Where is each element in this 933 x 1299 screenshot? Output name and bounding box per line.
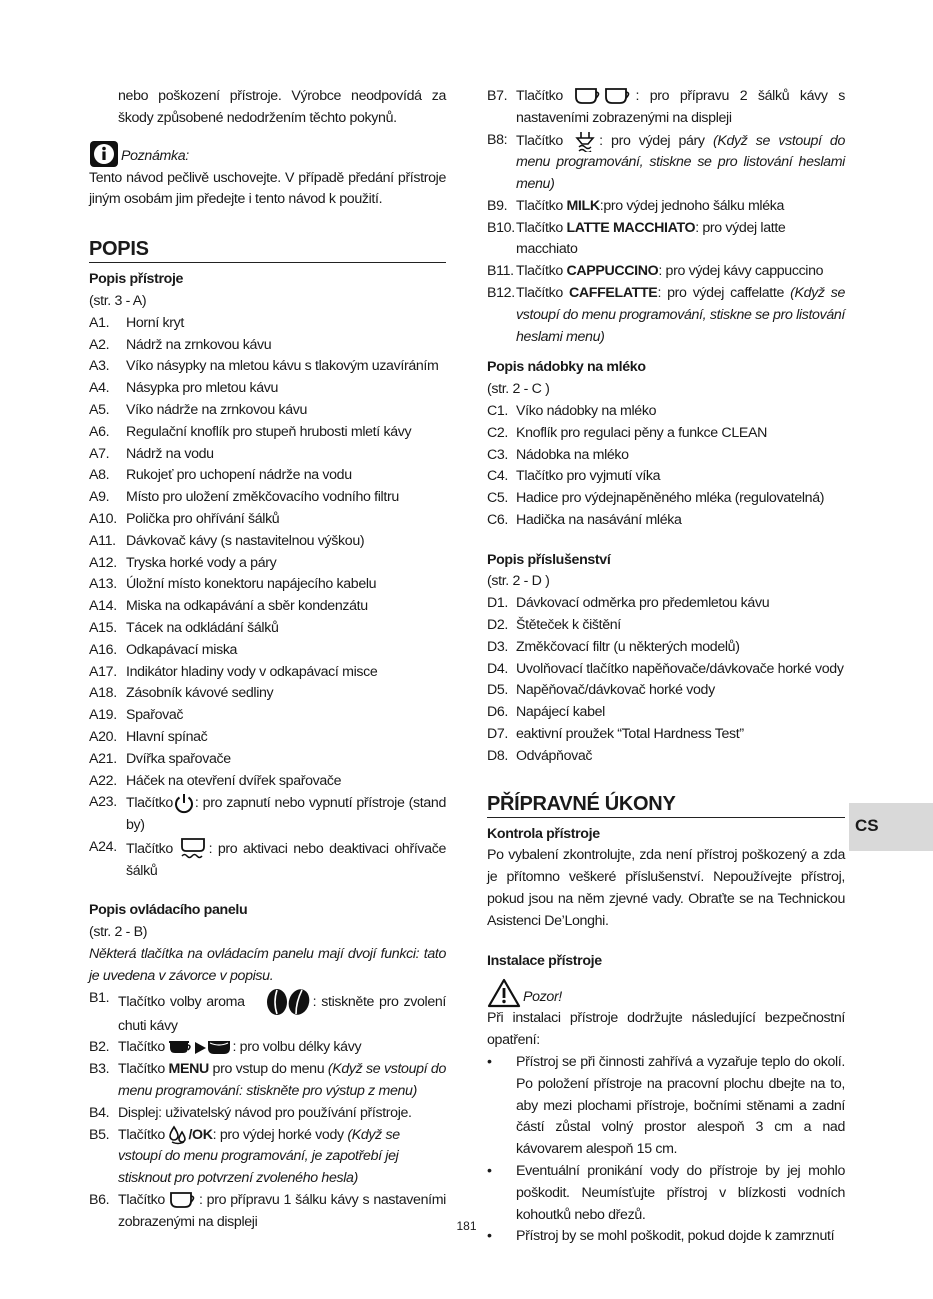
list-item-b5	[89, 1125, 446, 1190]
steam-icon	[571, 130, 599, 152]
item-text-bold: CAFFELATTE	[568, 284, 658, 301]
item-text: Uvolňovací tlačítko napěňovače/dávkovače horké vody	[516, 660, 844, 677]
item-text: Rukojeť pro uchopení nádrže na vodu	[126, 467, 352, 484]
language-tab	[849, 803, 933, 851]
item-text-pre: Tlačítko	[126, 795, 173, 812]
item-text-italic: (Když se vstoupí do menu programování: stiskněte pro výstup z menu)	[118, 1061, 446, 1100]
subheading-popis-pristroje: Popis přístroje	[89, 271, 184, 288]
subheading-control: Kontrola přístroje	[487, 825, 600, 842]
two-cups-icon	[574, 86, 636, 106]
item-label: A15.	[89, 619, 117, 636]
item-label: D4.	[487, 660, 509, 677]
item-label: B9.	[487, 197, 508, 214]
list-item	[89, 487, 446, 509]
bullet-symbol: •	[487, 1054, 492, 1071]
item-text: Indikátor hladiny vody v odkapávací misce	[126, 663, 378, 680]
coffee-length-icon	[168, 1038, 232, 1058]
item-label: D1.	[487, 595, 509, 612]
item-text: Hadička na nasávání mléka	[516, 511, 682, 528]
left-column	[89, 86, 446, 1234]
item-label: A12.	[89, 554, 117, 571]
popis-pristroje-ref: (str. 3 - A)	[89, 292, 147, 309]
list-item	[487, 593, 845, 615]
item-text-post: : pro přípravu 1 šálku kávy s nastaveními zobrazenými na displeji	[118, 1192, 446, 1230]
subheading-panel: Popis ovládacího panelu	[89, 902, 248, 919]
item-label: A6.	[89, 423, 110, 440]
item-text-post: : stiskněte pro zvolení chuti kávy	[118, 993, 446, 1034]
item-text-post: : pro výdej caffelatte	[657, 284, 791, 301]
item-text-bold: MILK	[566, 197, 600, 214]
list-item	[89, 683, 446, 705]
item-label: A24.	[89, 838, 117, 855]
note-title: Poznámka:	[121, 147, 189, 164]
item-label: D5.	[487, 682, 509, 699]
item-label: A1.	[89, 314, 110, 331]
item-label: A20.	[89, 728, 117, 745]
item-label: C1.	[487, 402, 509, 419]
item-text: Tryska horké vody a páry	[126, 554, 277, 571]
item-text-post: : pro výdej kávy cappuccino	[658, 263, 824, 280]
item-text-pre: Tlačítko	[118, 1126, 165, 1143]
list-item	[89, 444, 446, 466]
item-label: A7.	[89, 445, 110, 462]
item-label: A13.	[89, 576, 117, 593]
item-text: Odkapávací miska	[126, 641, 238, 658]
cup-warmer-icon	[179, 837, 209, 861]
power-icon	[173, 792, 195, 814]
list-item	[487, 637, 845, 659]
item-text-italic: (Když se vstoupí do menu programování, stiskne se pro listování heslami menu)	[516, 284, 845, 345]
note-text: Tento návod pečlivě uschovejte. V případě předání přístroje jiným osobám jim předejte i tento návod k použití.	[89, 169, 446, 208]
item-text-bold: LATTE MACCHIATO	[566, 219, 696, 236]
item-text: Násypka pro mletou kávu	[126, 380, 279, 397]
intro-text: nebo poškození přístroje. Výrobce neodpovídá za škody způsobené nedodržením těchto pokynů.	[118, 88, 446, 126]
item-label: A4.	[89, 380, 110, 397]
list-item	[487, 724, 845, 746]
item-text-post: : pro aktivaci nebo deaktivaci ohřívače šálků	[126, 840, 446, 879]
item-label: B10.	[487, 219, 515, 236]
item-text: Víko nádrže na zrnkovou kávu	[126, 401, 308, 418]
subheading-accessories: Popis příslušenství	[487, 551, 611, 568]
item-text-pre: Tlačítko	[516, 197, 567, 214]
item-label: A2.	[89, 336, 110, 353]
item-text: Hlavní spínač	[126, 728, 208, 745]
item-text-bold: CAPPUCCINO	[566, 263, 659, 280]
item-label: A8.	[89, 467, 110, 484]
control-text: Po vybalení zkontrolujte, zda není přístroj poškozený a zda je přítomno veškeré příslušenství. Nepoužívejte přístroj, pokud jsou na něm zjevné vady. Obraťte se na Technickou Asistenci De’Longhi.	[487, 847, 845, 929]
item-text-post: : pro výdej latte macchiato	[516, 219, 786, 258]
item-label: A10.	[89, 510, 117, 527]
item-label: A17.	[89, 663, 117, 680]
list-item	[89, 749, 446, 771]
item-label: C6.	[487, 511, 509, 528]
item-text-italic: (Když se vstoupí do menu programování, je zapotřebí jej stisknout pro potvrzení zvoleného hesla)	[118, 1126, 400, 1187]
warning-header	[487, 978, 845, 1008]
language-tab-label: CS	[855, 816, 879, 835]
ok-label: /OK	[188, 1126, 213, 1143]
list-item	[487, 746, 845, 768]
warning-title: Pozor!	[523, 988, 562, 1005]
right-column	[487, 86, 845, 1248]
item-text: Víko násypky na mletou kávu s tlakovým uzavíráním	[126, 358, 439, 375]
item-label: B3.	[89, 1061, 110, 1078]
item-text-pre: Tlačítko	[118, 1192, 165, 1209]
bullet-item	[487, 1052, 845, 1161]
item-text: Tácek na odkládání šálků	[126, 619, 279, 636]
item-text-pre: Tlačítko	[516, 219, 567, 236]
item-text: Polička pro ohřívání šálků	[126, 510, 280, 527]
item-text-pre: Tlačítko	[118, 1061, 169, 1078]
item-label: B12.	[487, 284, 515, 301]
item-text: Dvířka spařovače	[126, 750, 231, 767]
item-label: B11.	[487, 263, 514, 280]
section-heading-popis: POPIS	[89, 237, 446, 263]
list-item	[89, 574, 446, 596]
bullet-symbol: •	[487, 1163, 492, 1180]
item-label: A16.	[89, 641, 117, 658]
item-label: A11.	[89, 532, 116, 549]
list-item-b10	[487, 218, 845, 262]
item-label: A3.	[89, 358, 110, 375]
list-item-a23	[89, 792, 446, 836]
item-text-italic: (Když se vstoupí do menu programování, stiskne se pro listování heslami menu)	[516, 132, 845, 192]
a-list	[89, 313, 446, 883]
item-text-pre: Tlačítko	[516, 284, 569, 301]
item-text: Místo pro uložení změkčovacího vodního filtru	[126, 489, 399, 506]
item-text-post: : pro výdej horké vody	[212, 1126, 348, 1143]
item-label: B5.	[89, 1126, 110, 1143]
list-item-b12	[487, 283, 845, 348]
list-item	[89, 596, 446, 618]
item-label: D8.	[487, 747, 509, 764]
list-item	[89, 400, 446, 422]
list-item	[487, 488, 845, 510]
bullet-text: Přístroj by se mohl poškodit, pokud dojde k zamrznutí	[516, 1228, 835, 1245]
item-label: B4.	[89, 1104, 110, 1121]
item-text: Regulační knoflík pro stupeň hrubosti mletí kávy	[126, 423, 412, 440]
coffee-beans-icon	[263, 988, 313, 1016]
list-item-b4	[89, 1103, 446, 1125]
accessories-ref: (str. 2 - D )	[487, 573, 550, 590]
item-label: A14.	[89, 598, 117, 615]
item-text: Víko nádobky na mléko	[516, 402, 657, 419]
item-label: C4.	[487, 468, 509, 485]
list-item-b2	[89, 1037, 446, 1059]
hot-water-icon	[168, 1125, 188, 1145]
list-item	[89, 356, 446, 378]
list-item	[487, 401, 845, 423]
list-item	[89, 378, 446, 400]
subheading-milk: Popis nádobky na mléko	[487, 359, 646, 376]
page-number: 181	[456, 1219, 477, 1233]
item-text: Nádobka na mléko	[516, 446, 629, 463]
item-text: Spařovač	[126, 707, 184, 724]
one-cup-icon	[169, 1190, 199, 1210]
list-item	[487, 659, 845, 681]
list-item	[89, 531, 446, 553]
bullet-symbol: •	[487, 1228, 492, 1245]
list-item	[487, 702, 845, 724]
panel-note: Některá tlačítka na ovládacím panelu mají dvojí funkci: tato je uvedena v závorce v popisu.	[89, 946, 446, 984]
item-text: Tlačítko pro vyjmutí víka	[516, 468, 661, 485]
item-text-pre: Tlačítko	[126, 840, 173, 857]
item-text: Štěteček k čištění	[516, 617, 621, 634]
install-text: Při instalaci přístroje dodržujte následující bezpečnostní opatření:	[487, 1010, 845, 1049]
list-item	[89, 465, 446, 487]
list-item	[487, 615, 845, 637]
item-text: Zásobník kávové sedliny	[126, 685, 274, 702]
list-item	[487, 510, 845, 532]
list-item	[487, 466, 845, 488]
warning-icon	[487, 978, 521, 1008]
bullet-text: Eventuální pronikání vody do přístroje by jej mohlo poškodit. Neumísťujte přístroj v blízkosti vodních kohoutků nebo dřezů.	[516, 1163, 845, 1223]
item-label: A9.	[89, 489, 110, 506]
item-text: Dávkovací odměrka pro předemletou kávu	[516, 595, 770, 612]
item-text: Změkčovací filtr (u některých modelů)	[516, 638, 740, 655]
item-text: Miska na odkapávání a sběr kondenzátu	[126, 598, 368, 615]
list-item-b9	[487, 196, 845, 218]
item-text: Nádrž na vodu	[126, 445, 214, 462]
item-label: D7.	[487, 726, 509, 743]
item-text-pre: Tlačítko	[118, 1039, 165, 1056]
list-item	[89, 335, 446, 357]
item-text: Napěňovač/dávkovač horké vody	[516, 682, 715, 699]
item-text-bold: MENU	[168, 1061, 209, 1078]
milk-ref: (str. 2 - C )	[487, 381, 550, 398]
item-text: Háček na otevření dvířek spařovače	[126, 772, 342, 789]
item-label: B6.	[89, 1192, 110, 1209]
item-text-post: : pro volbu délky kávy	[232, 1039, 362, 1056]
list-item	[89, 618, 446, 640]
list-item	[89, 727, 446, 749]
item-label: B1.	[89, 989, 110, 1006]
list-item-b7	[487, 86, 845, 130]
list-item-b11	[487, 261, 845, 283]
note-header	[89, 140, 446, 168]
list-item	[89, 509, 446, 531]
item-text: Dávkovač kávy (s nastavitelnou výškou)	[126, 532, 365, 549]
item-label: A5.	[89, 401, 110, 418]
item-text-pre: Tlačítko	[516, 132, 563, 149]
item-text-post: : pro výdej páry	[599, 132, 713, 149]
item-label: A21.	[89, 750, 117, 767]
item-label: D6.	[487, 704, 509, 721]
section-heading-pripravne-ukony: PŘÍPRAVNÉ ÚKONY	[487, 792, 845, 818]
item-label: B8:	[487, 131, 508, 148]
list-item	[89, 771, 446, 793]
item-text-pre: Tlačítko	[516, 88, 563, 104]
item-text: Displej: uživatelský návod pro používání přístroje.	[118, 1104, 412, 1121]
list-item-a24	[89, 837, 446, 883]
item-label: B2.	[89, 1039, 110, 1056]
item-text-pre: Tlačítko	[516, 263, 567, 280]
c-list	[487, 401, 845, 532]
item-text: Nádrž na zrnkovou kávu	[126, 336, 272, 353]
item-text-post: :pro výdej jednoho šálku mléka	[599, 197, 785, 214]
item-label: C5.	[487, 490, 509, 507]
list-item	[89, 640, 446, 662]
bullet-text: Přístroj se při činnosti zahřívá a vyzařuje teplo do okolí. Po položení přístroje na pracovní plochu dbejte na to, aby mezi plochami přístroje, bočními stěnami a zadní částí zůstal volný prostor alespoň 3 cm a nad kávovarem alespoň 15 cm.	[516, 1054, 845, 1158]
item-label: D2.	[487, 617, 509, 634]
item-label: A22.	[89, 772, 117, 789]
bullet-item	[487, 1161, 845, 1226]
item-text: Knoflík pro regulaci pěny a funkce CLEAN	[516, 424, 767, 441]
item-label: C3.	[487, 446, 509, 463]
item-label: A19.	[89, 707, 117, 724]
subheading-install: Instalace přístroje	[487, 952, 602, 969]
item-text: Odvápňovač	[516, 747, 593, 764]
list-item-b8	[487, 130, 845, 196]
item-text: Úložní místo konektoru napájecího kabelu	[126, 576, 377, 593]
list-item	[89, 705, 446, 727]
list-item	[487, 680, 845, 702]
item-text-post: : pro zapnutí nebo vypnutí přístroje (stand by)	[126, 795, 446, 833]
list-item	[487, 423, 845, 445]
list-item	[89, 422, 446, 444]
list-item-b1	[89, 988, 446, 1038]
list-item-b3	[89, 1059, 446, 1103]
item-text: Napájecí kabel	[516, 704, 605, 721]
item-label: C2.	[487, 424, 509, 441]
item-label: A23.	[89, 794, 117, 811]
item-label: A18.	[89, 685, 117, 702]
item-text: Hadice pro výdejnapěněného mléka (regulovatelná)	[516, 490, 825, 507]
item-label: D3.	[487, 638, 509, 655]
panel-ref: (str. 2 - B)	[89, 924, 148, 941]
item-label: B7.	[487, 88, 508, 104]
item-text: eaktivní proužek “Total Hardness Test”	[516, 726, 744, 743]
d-list	[487, 593, 845, 767]
item-text-post: pro vstup do menu	[208, 1061, 328, 1078]
list-item	[487, 445, 845, 467]
list-item	[89, 662, 446, 684]
list-item	[89, 553, 446, 575]
list-item	[89, 313, 446, 335]
info-icon	[89, 140, 119, 168]
item-text-post: : pro přípravu 2 šálků kávy s nastaveními zobrazenými na displeji	[516, 88, 846, 126]
item-text-pre: Tlačítko volby aroma	[118, 993, 245, 1010]
item-text: Horní kryt	[126, 314, 184, 331]
